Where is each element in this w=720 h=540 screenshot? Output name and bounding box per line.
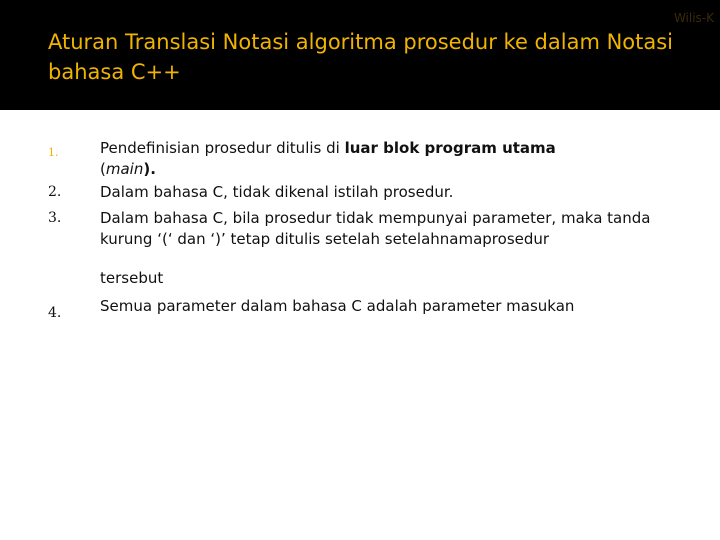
list-item-1 bbox=[100, 138, 660, 180]
list-number-3: 3. bbox=[48, 210, 62, 226]
item-1-paren-open: ( bbox=[100, 160, 106, 178]
list-item-3-continuation: tersebut bbox=[100, 269, 164, 287]
item-1-text: Pendefinisian prosedur ditulis di bbox=[100, 139, 345, 157]
list-number-2: 2. bbox=[48, 184, 62, 200]
list-number-1: 1. bbox=[48, 146, 59, 159]
list-number-4: 4. bbox=[48, 305, 62, 321]
title-line-1: Aturan Translasi Notasi algoritma prosedur ke dalam Notasi bbox=[48, 30, 674, 54]
item-1-paren-close: ). bbox=[143, 160, 156, 178]
title-bar bbox=[0, 0, 720, 110]
title-line-2: bahasa C++ bbox=[48, 60, 181, 84]
item-1-bold: luar blok program utama bbox=[344, 139, 556, 157]
list-item-4: Semua parameter dalam bahasa C adalah parameter masukan bbox=[100, 297, 575, 315]
list-item-2: Dalam bahasa C, tidak dikenal istilah prosedur. bbox=[100, 183, 454, 201]
slide-title bbox=[48, 27, 708, 87]
list-item-3: Dalam bahasa C, bila prosedur tidak mempunyai parameter, maka tanda kurung ‘(‘ dan ‘)’ tetap ditulis setelah setelahnamaprosedur bbox=[100, 209, 651, 248]
item-1-italic: main bbox=[105, 160, 144, 178]
watermark: Wilis-K bbox=[673, 11, 714, 25]
